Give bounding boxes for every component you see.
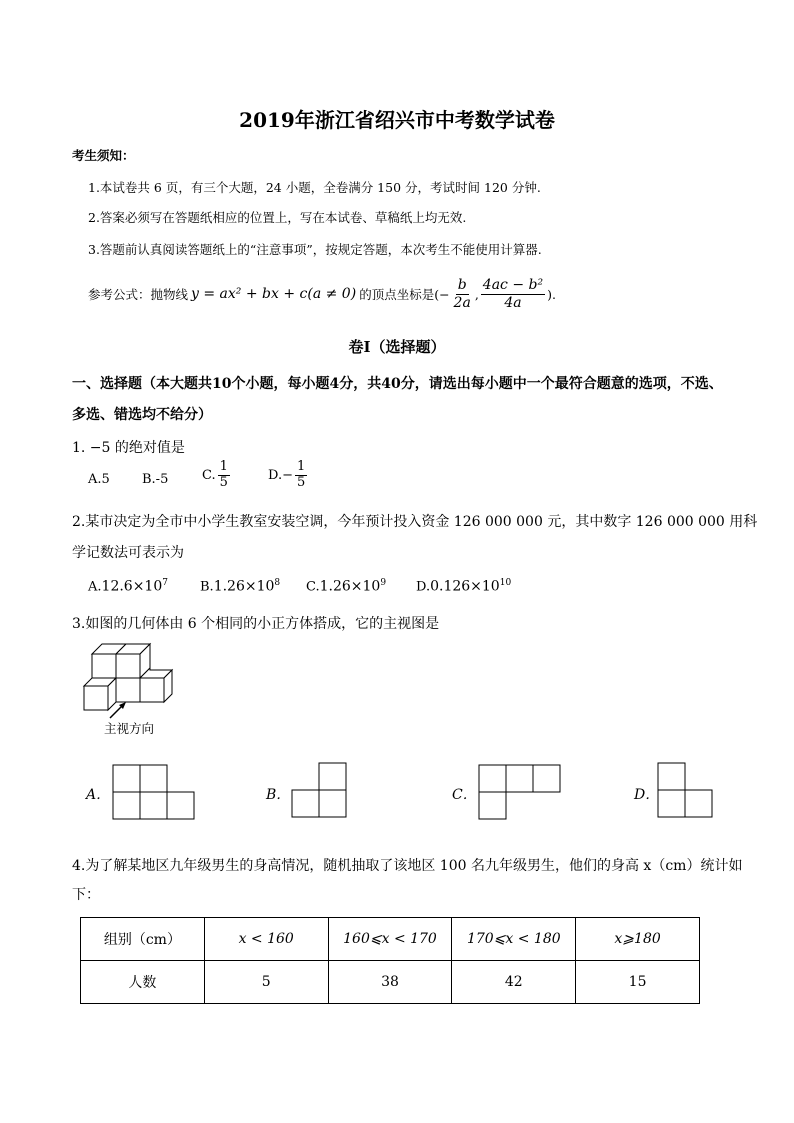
table-cell: 42 — [452, 961, 576, 1004]
q1-option-d-fraction — [295, 460, 307, 491]
table-cell: 5 — [204, 961, 328, 1004]
q2-d-label: D. — [416, 579, 431, 595]
table-row — [81, 961, 700, 1004]
notice-3: 3.答题前认真阅读答题纸上的“注意事项”，按规定答题，本次考生不能使用计算器. — [88, 242, 542, 257]
q2-option-a — [88, 578, 168, 594]
q2-b-label: B. — [200, 579, 214, 595]
height-distribution-table — [80, 917, 700, 1004]
q2-a-label: A. — [88, 579, 102, 595]
vertex-x-fraction — [452, 277, 473, 310]
formula-suffix: ). — [547, 286, 556, 302]
q1-c-numerator: 1 — [219, 459, 228, 474]
q2-d-exponent: 10 — [499, 578, 512, 588]
table-header-cell: x⩾180 — [576, 918, 700, 961]
q2-option-b — [200, 578, 280, 594]
part1-instructions-line1: 一、选择题（本大题共10个小题，每小题4分，共40分，请选出每小题中一个最符合题意的选项，不选、 — [72, 376, 723, 392]
q1-d-denominator: 5 — [296, 474, 306, 490]
q1-stem: 1. −5 的绝对值是 — [72, 440, 185, 456]
table-header-cell: 170⩽x < 180 — [452, 918, 576, 961]
table-cell: 人数 — [81, 961, 205, 1004]
table-cell: 15 — [576, 961, 700, 1004]
q2-d-value: 0.126×10 — [430, 578, 500, 595]
q2-c-value: 1.26×10 — [319, 578, 381, 595]
q1-option-d — [268, 460, 309, 491]
q3-option-a-label: A． — [86, 787, 111, 803]
q3-direction-label: 主视方向 — [104, 721, 155, 736]
table-header-cell: 160⩽x < 170 — [328, 918, 452, 961]
section-title: 卷Ⅰ（选择题） — [348, 338, 446, 356]
q4-stem-line2: 下： — [72, 887, 100, 903]
q2-b-value: 1.26×10 — [213, 578, 275, 595]
q2-option-d — [416, 578, 511, 594]
q3-option-c-figure — [478, 764, 564, 822]
page-title: 2019年浙江省绍兴市中考数学试卷 — [239, 108, 555, 132]
vertex-x-denominator: 2a — [453, 294, 471, 311]
vertex-y-numerator: 4ac − b² — [482, 277, 544, 294]
q3-stem: 3.如图的几何体由 6 个相同的小正方体搭成，它的主视图是 — [72, 616, 440, 632]
part1-instructions-line2: 多选、错选均不给分） — [72, 407, 212, 423]
q1-d-numerator: 1 — [296, 459, 306, 474]
q3-option-d-label: D． — [634, 787, 660, 803]
q3-option-b-label: B． — [266, 787, 291, 803]
q2-option-c — [306, 578, 386, 594]
q3-option-d-figure — [657, 762, 717, 822]
q2-c-label: C. — [306, 579, 320, 595]
q1-c-denominator: 5 — [219, 474, 228, 490]
q1-option-a: A.5 — [88, 472, 110, 487]
table-header-cell: 组别（cm） — [81, 918, 205, 961]
reference-formula — [88, 272, 556, 316]
formula-equation: y = ax² + bx + c(a ≠ 0) — [191, 286, 357, 302]
vertex-y-denominator: 4a — [504, 294, 522, 311]
table-header-cell: x < 160 — [204, 918, 328, 961]
formula-prefix: 参考公式：抛物线 — [88, 287, 189, 302]
table-cell: 38 — [328, 961, 452, 1004]
q2-a-exponent: 7 — [162, 578, 168, 588]
q2-c-exponent: 9 — [380, 578, 387, 588]
q1-option-d-label: D.− — [268, 467, 293, 483]
q4-stem-line1: 4.为了解某地区九年级男生的身高情况，随机抽取了该地区 100 名九年级男生，他们的身高 x（cm）统计如 — [72, 858, 743, 874]
q2-b-exponent: 8 — [274, 578, 281, 588]
table-header-row — [81, 918, 700, 961]
notice-heading: 考生须知： — [72, 148, 135, 163]
q3-option-a-figure — [112, 764, 198, 822]
q1-option-c — [202, 460, 232, 491]
formula-separator: , — [474, 286, 479, 302]
q3-option-b-figure — [290, 762, 350, 820]
vertex-y-fraction — [481, 277, 545, 310]
q1-option-c-label: C. — [202, 467, 216, 483]
q2-a-value: 12.6×10 — [101, 578, 163, 595]
vertex-x-numerator: b — [457, 277, 467, 294]
q2-stem-line2: 学记数法可表示为 — [72, 545, 184, 561]
q3-cube-figure — [70, 638, 190, 720]
q2-stem-line1: 2.某市决定为全市中小学生教室安装空调，今年预计投入资金 126 000 000 元，其中数字 126 000 000 用科 — [72, 514, 758, 530]
formula-middle: 的顶点坐标是(− — [359, 287, 450, 302]
q1-option-b: B.-5 — [142, 472, 169, 487]
q1-option-c-fraction — [218, 460, 230, 491]
q3-option-c-label: C． — [452, 787, 477, 803]
notice-2: 2.答案必须写在答题纸相应的位置上，写在本试卷、草稿纸上均无效. — [88, 210, 467, 225]
notice-1: 1.本试卷共 6 页，有三个大题，24 小题，全卷满分 150 分，考试时间 120 分钟. — [88, 180, 541, 195]
